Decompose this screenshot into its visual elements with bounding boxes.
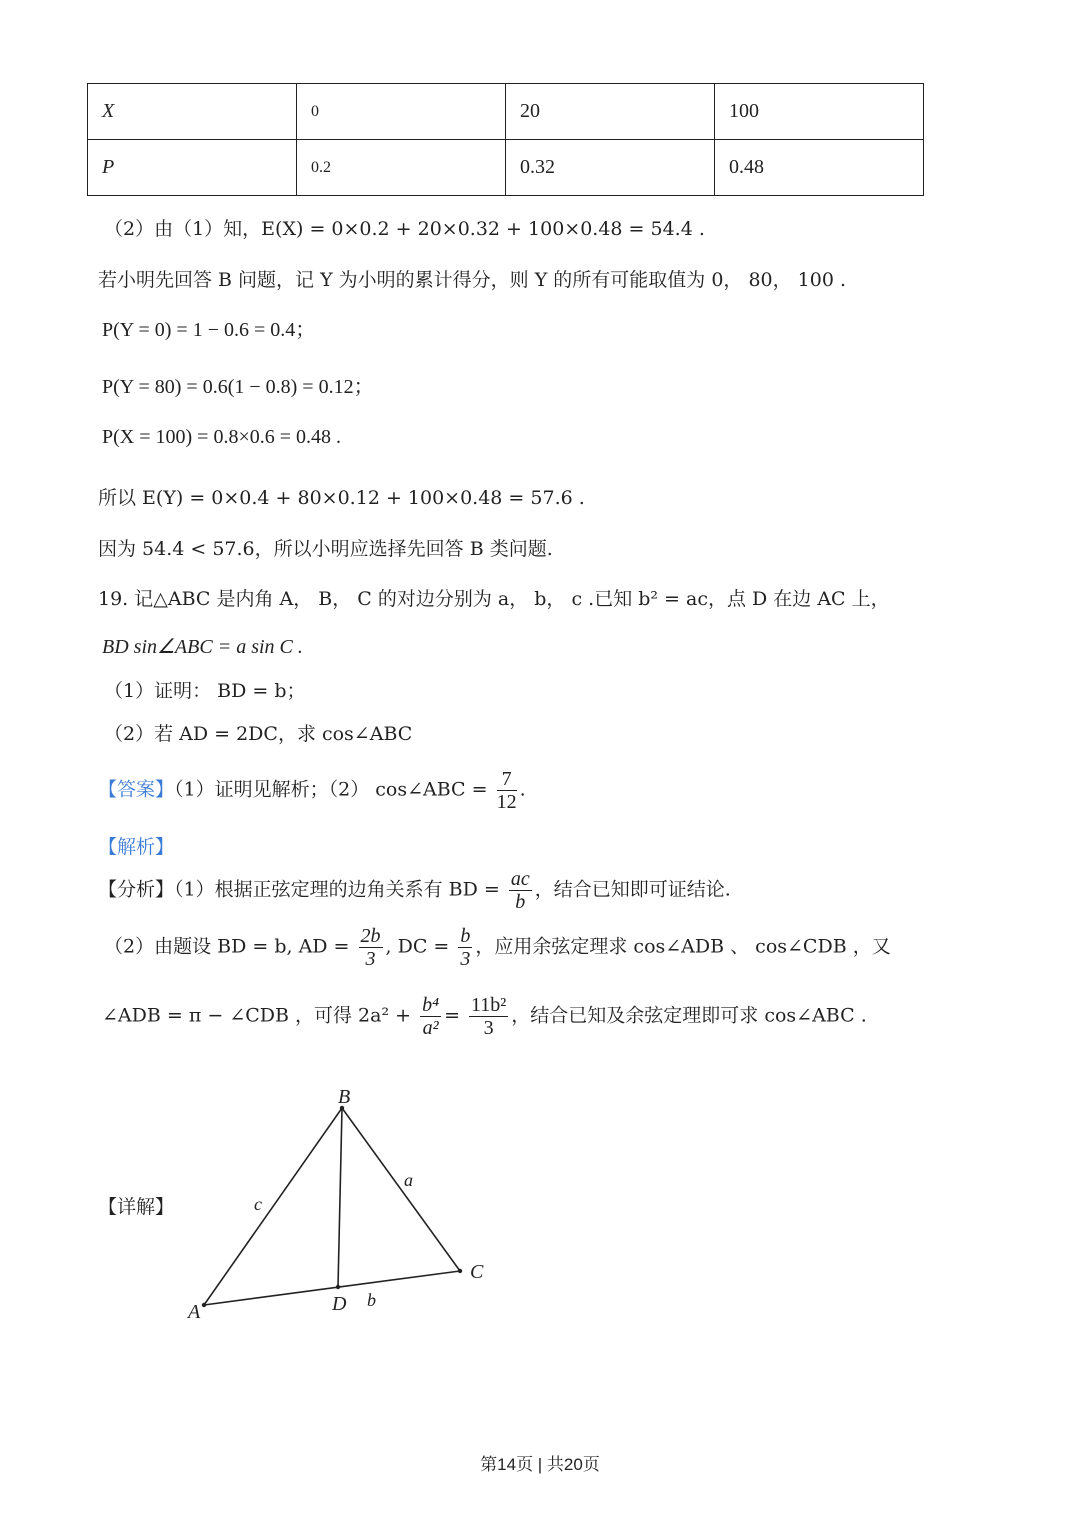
side-BC <box>342 1108 460 1271</box>
table-cell: 20 <box>506 84 715 140</box>
table-cell: 0.48 <box>715 140 924 196</box>
side-AB <box>204 1108 342 1305</box>
table-cell: 0.32 <box>506 140 715 196</box>
table-cell: 100 <box>715 84 924 140</box>
table-cell: P <box>88 140 297 196</box>
segment-BD <box>338 1108 342 1287</box>
fenxi-tag: 【分析】 <box>98 878 175 901</box>
fraction-numerator: ac <box>510 868 530 890</box>
fraction-b4-over-a2 <box>420 994 441 1039</box>
answer-fraction <box>497 768 517 813</box>
solution-line-2: 若小明先回答 B 问题，记 Y 为小明的累计得分，则 Y 的所有可能取值为 0， 80， 100 . <box>98 269 847 291</box>
analysis-line-2 <box>104 925 891 970</box>
analysis-text-2mid: , DC = <box>385 935 450 958</box>
answer-tag: 【答案】 <box>98 778 175 801</box>
question-19-part2: （2）若 AD = 2DC，求 cos∠ABC <box>104 723 413 745</box>
answer-numerator: 7 <box>497 768 517 791</box>
analysis-text-2a: （2）由题设 BD = b, AD = <box>104 935 350 958</box>
solution-line-3: P(Y = 0) = 1 − 0.6 = 0.4； <box>102 319 316 341</box>
fraction-11b2-over-3 <box>469 994 508 1039</box>
solution-line-7: 因为 54.4 < 57.6，所以小明应选择先回答 B 类问题. <box>98 538 553 560</box>
fraction-2b-over-3 <box>359 925 383 970</box>
label-B: B <box>338 1086 351 1108</box>
xiangjie-tag: 【详解】 <box>98 1196 175 1218</box>
analysis-text-1b: ，结合已知即可证结论. <box>534 878 731 901</box>
fraction-denominator: 3 <box>483 1017 494 1039</box>
table-cell: X <box>88 84 297 140</box>
label-side-b: b <box>367 1290 376 1310</box>
solution-line-6: 所以 E(Y) = 0×0.4 + 80×0.12 + 100×0.48 = 57.6 . <box>98 487 585 509</box>
solution-line-5: P(X = 100) = 0.8×0.6 = 0.48 . <box>102 426 342 448</box>
label-side-a: a <box>404 1170 413 1190</box>
point-A <box>202 1303 206 1307</box>
answer-line: 【答案】（1）证明见解析；（2） cos∠ABC = $\frac{7}{12}$ . <box>98 768 526 813</box>
question-19-condition: BD sin∠ABC = a sin C . <box>102 636 303 658</box>
table-cell: 0.2 <box>297 140 506 196</box>
fraction-denominator: 3 <box>460 948 471 970</box>
fraction-numerator: b <box>460 925 471 947</box>
point-D <box>336 1285 340 1289</box>
analysis-text-3b: ，结合已知及余弦定理即可求 cos∠ABC . <box>511 1004 867 1027</box>
triangle-figure <box>170 1080 510 1330</box>
fraction-numerator: 11b² <box>471 994 507 1016</box>
analysis-text-2b: ，应用余弦定理求 cos∠ADB 、 cos∠CDB ，又 <box>475 935 891 958</box>
analysis-text-1a: （1）根据正弦定理的边角关系有 BD = <box>174 878 500 901</box>
question-19-stem: 19. 记△ABC 是内角 A， B， C 的对边分别为 a， b， c .已知 b² = ac，点 D 在边 AC 上， <box>98 588 890 610</box>
answer-text: （1）证明见解析；（2） cos∠ABC = <box>174 778 488 801</box>
question-19-part1: （1）证明： BD = b； <box>104 680 306 702</box>
equals-sign: = <box>444 1004 460 1027</box>
solution-line-1: （2）由（1）知，E(X) = 0×0.2 + 20×0.32 + 100×0.48 = 54.4 . <box>104 218 705 240</box>
label-side-c: c <box>254 1194 262 1214</box>
answer-denominator: 12 <box>496 791 517 813</box>
analysis-text-3a: ∠ADB = π − ∠CDB ，可得 2a² + <box>102 1004 412 1027</box>
fraction-denominator: a² <box>422 1017 439 1039</box>
fraction-ac-over-b <box>509 868 532 913</box>
table-cell: 0 <box>297 84 506 140</box>
fraction-denominator: 3 <box>365 948 376 970</box>
table-row <box>88 84 924 140</box>
analysis-line-1 <box>98 868 731 913</box>
fraction-numerator: b⁴ <box>422 994 440 1016</box>
page-footer: 第14页 | 共20页 <box>480 1455 600 1474</box>
fraction-numerator: 2b <box>360 925 381 947</box>
label-D: D <box>332 1293 347 1315</box>
point-C <box>458 1269 462 1273</box>
fraction-denominator: b <box>515 891 526 913</box>
table-row <box>88 140 924 196</box>
analysis-line-3 <box>102 994 867 1039</box>
label-C: C <box>470 1261 484 1283</box>
jiexi-tag: 【解析】 <box>98 836 175 858</box>
label-A: A <box>188 1301 201 1323</box>
fraction-b-over-3 <box>458 925 472 970</box>
solution-line-4: P(Y = 80) = 0.6(1 − 0.8) = 0.12； <box>102 376 374 398</box>
distribution-table <box>87 83 924 196</box>
